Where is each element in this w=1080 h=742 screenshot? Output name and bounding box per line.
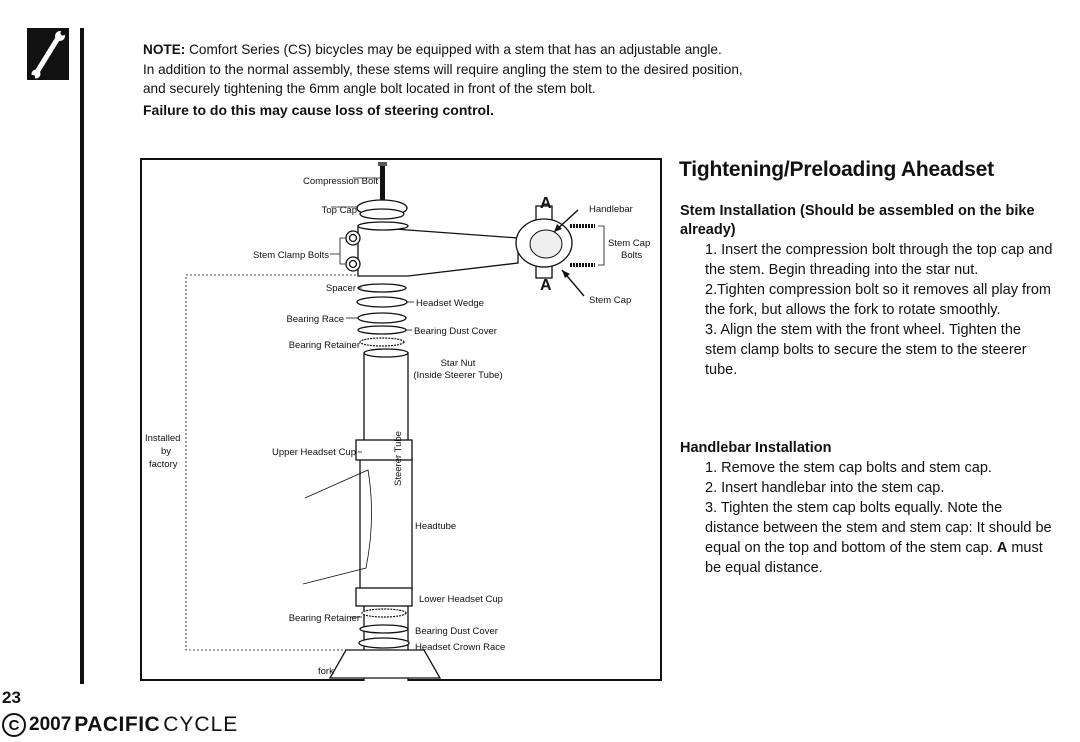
bearing-dust-cover-lower-shape: [360, 625, 408, 633]
lower-headset-cup-shape: [356, 588, 412, 606]
compression-bolt-shape: [380, 164, 385, 204]
label-bearing-race: Bearing Race: [286, 314, 344, 325]
label-factory: factory: [149, 459, 178, 470]
margin-rule: [80, 28, 84, 684]
bearing-retainer-lower-shape: [362, 609, 406, 617]
brand-name: PACIFIC: [74, 713, 161, 736]
handlebar-step-3-tail: must be equal distance.: [705, 540, 1043, 576]
bearing-race-shape: [358, 313, 406, 323]
stem-installation-heading: Stem Installation (Should be assembled on the bike already): [680, 203, 1035, 238]
headset-exploded-diagram: [140, 158, 662, 681]
label-bearing-retainer-lower: Bearing Retainer: [288, 613, 360, 624]
label-installed: Installed: [145, 433, 181, 444]
bearing-dust-cover-shape: [358, 326, 406, 334]
label-headtube: Headtube: [415, 521, 457, 532]
note-line-2: In addition to the normal assembly, these stems will require angling the stem to the desired position,: [143, 61, 743, 77]
page-number: 23: [2, 688, 21, 707]
stem-step-3: 3. Align the stem with the front wheel. Tighten the stem clamp bolts to secure the stem to the steerer tube.: [705, 322, 1027, 378]
headset-wedge-shape: [357, 297, 407, 307]
label-by: by: [161, 446, 172, 457]
brand-year: 2007: [29, 714, 72, 735]
brand-logo: [2, 710, 238, 740]
note-line-3: and securely tightening the 6mm angle bolt located in front of the stem bolt.: [143, 81, 596, 96]
stem-step-2: 2.Tighten compression bolt so it removes all play from the fork, but allows the fork to rotate smoothly.: [705, 282, 1051, 318]
fork-crown-shape: [330, 650, 440, 678]
label-bearing-retainer-upper: Bearing Retainer: [288, 340, 360, 351]
label-stem-cap: Stem Cap: [589, 295, 632, 306]
copyright-icon: C: [2, 713, 26, 737]
brand-suffix: CYCLE: [163, 713, 239, 736]
handlebar-step-3-text: 3. Tighten the stem cap bolts equally. Note the distance between the stem and stem cap: It should be equal on the top and bottom of the stem cap.: [705, 500, 1052, 556]
marker-a-top: A: [540, 195, 552, 212]
label-bearing-dust-cover-lower: Bearing Dust Cover: [415, 626, 498, 637]
bearing-retainer-upper-shape: [360, 338, 404, 346]
wrench-icon: [27, 28, 69, 80]
wrench-icon-box: [27, 28, 69, 80]
stem-step-1: 1. Insert the compression bolt through the top cap and the stem. Begin threading into the star nut.: [705, 242, 1053, 278]
label-handlebar: Handlebar: [589, 204, 633, 215]
headtube-shape: [360, 458, 412, 590]
label-spacer: Spacer: [325, 283, 356, 294]
warning-text: Failure to do this may cause loss of steering control.: [143, 102, 494, 118]
label-compression-bolt: Compression Bolt: [303, 176, 378, 187]
note-prefix: NOTE:: [143, 42, 186, 57]
spacer-shape: [358, 284, 406, 292]
handlebar-step-1: 1. Remove the stem cap bolts and stem cap.: [705, 460, 992, 476]
headset-crown-race-shape: [359, 638, 409, 648]
handlebar-installation-heading: Handlebar Installation: [680, 440, 832, 456]
label-fork: fork: [318, 666, 334, 677]
note-paragraph: [143, 40, 863, 99]
handlebar-step-3-marker: A: [996, 540, 1008, 556]
label-lower-headset-cup: Lower Headset Cup: [419, 594, 503, 605]
label-stem-clamp-bolts: Stem Clamp Bolts: [252, 250, 329, 261]
label-bearing-dust-cover-upper: Bearing Dust Cover: [414, 326, 497, 337]
label-top-cap: Top Cap: [321, 205, 357, 216]
section-title: Tightening/Preloading Aheadset: [679, 158, 994, 181]
label-upper-headset-cup: Upper Headset Cup: [272, 447, 356, 458]
label-steerer-tube: Steerer Tube: [393, 431, 404, 486]
handlebar-step-2: 2. Insert handlebar into the stem cap.: [705, 480, 945, 496]
note-line-1: Comfort Series (CS) bicycles may be equipped with a stem that has an adjustable angle.: [185, 42, 722, 57]
installed-bracket: [186, 275, 368, 650]
label-stem-cap-bolts-1: Stem Cap: [608, 238, 651, 249]
marker-a-bottom: A: [540, 277, 552, 294]
handlebar-step-3: [699, 498, 1054, 578]
label-headset-wedge: Headset Wedge: [416, 298, 484, 309]
handlebar-installation-steps: [699, 458, 1054, 578]
stem-body-shape: [358, 226, 518, 276]
stem-installation-steps: [699, 240, 1054, 380]
label-headset-crown-race: Headset Crown Race: [415, 642, 506, 653]
label-stem-cap-bolts-2: Bolts: [621, 250, 643, 261]
label-star-nut-note: (Inside Steerer Tube): [413, 370, 503, 381]
label-star-nut: Star Nut: [440, 358, 476, 369]
